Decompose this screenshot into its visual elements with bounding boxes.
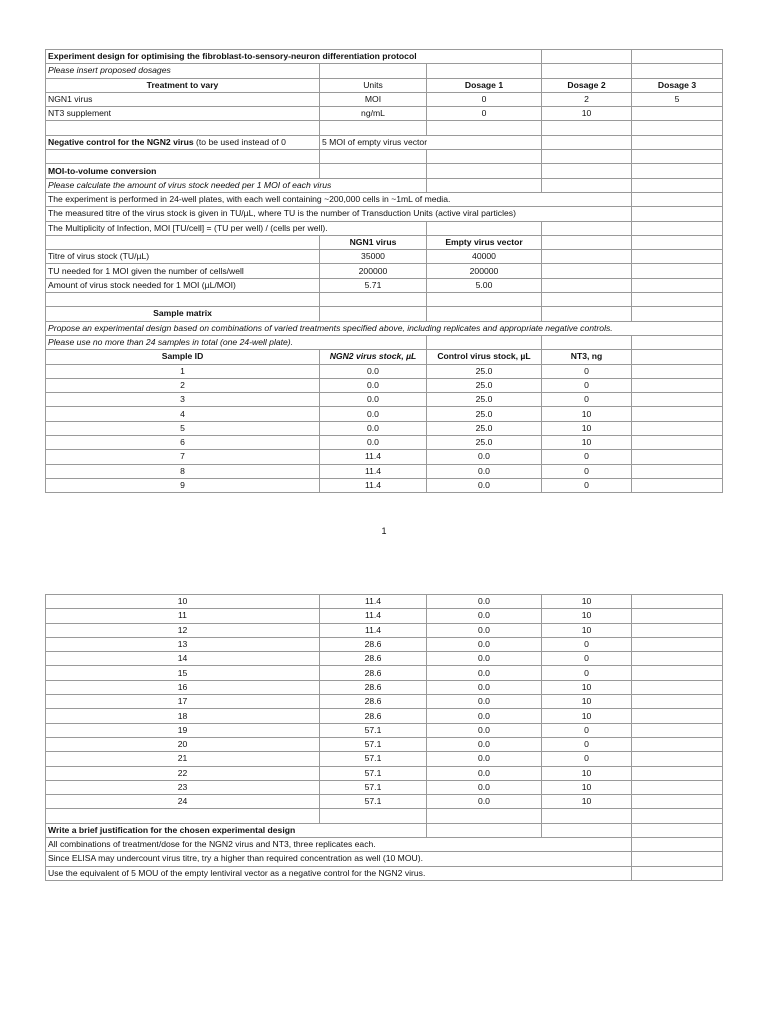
neg-control-label <box>46 135 320 149</box>
ngn2-stock-cell[interactable]: 57.1 <box>320 752 427 766</box>
conversion-header-row <box>46 235 723 249</box>
sample-id-cell[interactable]: 1 <box>46 364 320 378</box>
ngn2-stock-cell[interactable]: 11.4 <box>320 464 427 478</box>
cell[interactable] <box>632 207 723 221</box>
matrix-title: Sample matrix <box>46 307 320 321</box>
nt3-cell[interactable]: 0 <box>542 723 632 737</box>
table-row <box>46 666 723 680</box>
empty-vector-value[interactable]: 40000 <box>427 250 542 264</box>
cell[interactable] <box>542 278 632 292</box>
ngn2-stock-cell[interactable]: 28.6 <box>320 666 427 680</box>
design-title: Experiment design for optimising the fibroblast-to-sensory-neuron differentiation protocol <box>46 50 542 64</box>
design-title-row <box>46 50 723 64</box>
cell[interactable] <box>320 809 427 823</box>
header-ngn2-stock: NGN2 virus stock, µL <box>320 350 427 364</box>
ngn2-stock-cell[interactable]: 28.6 <box>320 637 427 651</box>
control-stock-cell[interactable]: 0.0 <box>427 795 542 809</box>
cell[interactable] <box>632 135 723 149</box>
sample-id-cell[interactable]: 21 <box>46 752 320 766</box>
insert-note: Please insert proposed dosages <box>46 64 320 78</box>
sample-id-cell[interactable]: 16 <box>46 680 320 694</box>
cell[interactable] <box>632 595 723 609</box>
sample-id-cell[interactable]: 8 <box>46 464 320 478</box>
cell[interactable] <box>427 221 542 235</box>
design-row-ngn1 <box>46 92 723 106</box>
control-stock-cell[interactable]: 0.0 <box>427 478 542 492</box>
cell[interactable] <box>632 709 723 723</box>
table-row <box>46 364 723 378</box>
cell[interactable] <box>427 307 542 321</box>
cell[interactable] <box>542 64 632 78</box>
spreadsheet-page-2 <box>45 594 723 881</box>
cell[interactable] <box>632 393 723 407</box>
cell[interactable] <box>632 278 723 292</box>
cell[interactable] <box>632 464 723 478</box>
ngn2-stock-cell[interactable]: 0.0 <box>320 378 427 392</box>
table-row <box>46 464 723 478</box>
blank-row <box>46 121 723 135</box>
cell[interactable] <box>632 795 723 809</box>
conversion-row <box>46 278 723 292</box>
ngn2-stock-cell[interactable]: 28.6 <box>320 709 427 723</box>
cell[interactable] <box>427 809 542 823</box>
sample-id-cell[interactable]: 14 <box>46 652 320 666</box>
table-row <box>46 752 723 766</box>
table-row <box>46 680 723 694</box>
matrix-header-row <box>46 350 723 364</box>
control-stock-cell[interactable]: 0.0 <box>427 723 542 737</box>
sample-id-cell[interactable]: 15 <box>46 666 320 680</box>
empty-vector-value[interactable]: 200000 <box>427 264 542 278</box>
control-stock-cell[interactable]: 0.0 <box>427 680 542 694</box>
conversion-line: The measured titre of the virus stock is given in TU/µL, where TU is the number of Transduction Units (active viral particles) <box>46 207 632 221</box>
conversion-row <box>46 250 723 264</box>
control-stock-cell[interactable]: 0.0 <box>427 695 542 709</box>
nt3-cell[interactable]: 10 <box>542 436 632 450</box>
justification-line[interactable]: Use the equivalent of 5 MOU of the empty lentiviral vector as a negative control for the NGN2 virus. <box>46 866 632 880</box>
ngn2-stock-cell[interactable]: 57.1 <box>320 723 427 737</box>
matrix-limit: Please use no more than 24 samples in total (one 24-well plate). <box>46 335 427 349</box>
conversion-line-row <box>46 207 723 221</box>
table-row <box>46 695 723 709</box>
justification-line-row <box>46 866 723 880</box>
control-stock-cell[interactable]: 0.0 <box>427 737 542 751</box>
cell[interactable] <box>542 250 632 264</box>
header-nt3: NT3, ng <box>542 350 632 364</box>
sample-id-cell[interactable]: 22 <box>46 766 320 780</box>
sample-id-cell[interactable]: 2 <box>46 378 320 392</box>
cell[interactable] <box>632 335 723 349</box>
sample-id-cell[interactable]: 7 <box>46 450 320 464</box>
sample-id-cell[interactable]: 24 <box>46 795 320 809</box>
blank-row <box>46 150 723 164</box>
conversion-line-row <box>46 221 723 235</box>
nt3-cell[interactable]: 0 <box>542 378 632 392</box>
nt3-cell[interactable]: 10 <box>542 695 632 709</box>
cell[interactable] <box>632 50 723 64</box>
dosage-3-cell[interactable] <box>632 107 723 121</box>
table-row <box>46 780 723 794</box>
sample-id-cell[interactable]: 20 <box>46 737 320 751</box>
table-row <box>46 595 723 609</box>
cell[interactable] <box>542 307 632 321</box>
justification-line[interactable]: All combinations of treatment/dose for the NGN2 virus and NT3, three replicates each. <box>46 838 632 852</box>
cell[interactable] <box>632 378 723 392</box>
cell[interactable] <box>632 121 723 135</box>
control-stock-cell[interactable]: 0.0 <box>427 766 542 780</box>
nt3-cell[interactable]: 10 <box>542 780 632 794</box>
cell[interactable] <box>542 164 632 178</box>
nt3-cell[interactable]: 10 <box>542 680 632 694</box>
cell[interactable] <box>542 823 632 837</box>
control-stock-cell[interactable]: 0.0 <box>427 780 542 794</box>
table-row <box>46 450 723 464</box>
control-stock-cell[interactable]: 0.0 <box>427 464 542 478</box>
blank-row <box>46 293 723 307</box>
justification-line-row <box>46 838 723 852</box>
cell[interactable] <box>427 335 542 349</box>
header-control-stock: Control virus stock, µL <box>427 350 542 364</box>
nt3-cell[interactable]: 0 <box>542 364 632 378</box>
table-row <box>46 436 723 450</box>
nt3-cell[interactable]: 0 <box>542 478 632 492</box>
design-row-nt3 <box>46 107 723 121</box>
control-stock-cell[interactable]: 25.0 <box>427 378 542 392</box>
cell[interactable] <box>632 150 723 164</box>
cell[interactable] <box>632 623 723 637</box>
conversion-line-row <box>46 192 723 206</box>
sample-rows-page-2 <box>46 595 723 809</box>
cell[interactable] <box>632 307 723 321</box>
cell[interactable] <box>542 121 632 135</box>
cell[interactable] <box>632 780 723 794</box>
cell[interactable] <box>46 150 320 164</box>
conversion-line: The Multiplicity of Infection, MOI [TU/cell] = (TU per well) / (cells per well). <box>46 221 427 235</box>
ngn2-stock-cell[interactable]: 0.0 <box>320 407 427 421</box>
header-dosage-2: Dosage 2 <box>542 78 632 92</box>
table-row <box>46 393 723 407</box>
control-stock-cell[interactable]: 25.0 <box>427 407 542 421</box>
nt3-cell[interactable]: 0 <box>542 652 632 666</box>
cell[interactable] <box>632 407 723 421</box>
sample-id-cell[interactable]: 10 <box>46 595 320 609</box>
cell[interactable] <box>320 150 427 164</box>
cell[interactable] <box>632 695 723 709</box>
cell[interactable] <box>632 293 723 307</box>
cell[interactable] <box>632 421 723 435</box>
conversion-title: MOI-to-volume conversion <box>46 164 320 178</box>
cell[interactable] <box>632 809 723 823</box>
spreadsheet-page-1 <box>45 49 723 493</box>
cell[interactable] <box>632 264 723 278</box>
header-empty-vector: Empty virus vector <box>427 235 542 249</box>
conversion-row <box>46 264 723 278</box>
cell[interactable] <box>427 178 542 192</box>
ngn1-value[interactable]: 200000 <box>320 264 427 278</box>
cell[interactable] <box>632 450 723 464</box>
header-units: Units <box>320 78 427 92</box>
cell[interactable] <box>632 680 723 694</box>
cell[interactable] <box>542 178 632 192</box>
cell[interactable] <box>542 809 632 823</box>
ngn2-stock-cell[interactable]: 0.0 <box>320 436 427 450</box>
cell[interactable] <box>542 335 632 349</box>
matrix-propose-row <box>46 321 723 335</box>
ngn2-stock-cell[interactable]: 11.4 <box>320 450 427 464</box>
control-stock-cell[interactable]: 0.0 <box>427 666 542 680</box>
cell[interactable] <box>632 350 723 364</box>
cell[interactable] <box>320 164 427 178</box>
cell[interactable] <box>632 250 723 264</box>
nt3-cell[interactable]: 0 <box>542 393 632 407</box>
neg-control-value[interactable]: 5 MOI of empty virus vector <box>320 135 542 149</box>
dosage-1-cell[interactable]: 0 <box>427 92 542 106</box>
cell[interactable] <box>632 364 723 378</box>
table-row <box>46 623 723 637</box>
cell[interactable] <box>632 221 723 235</box>
justification-title-row <box>46 823 723 837</box>
cell[interactable] <box>632 866 723 880</box>
conversion-label: Amount of virus stock needed for 1 MOI (µL/MOI) <box>46 278 320 292</box>
cell[interactable] <box>632 178 723 192</box>
cell[interactable] <box>427 64 542 78</box>
cell[interactable] <box>632 737 723 751</box>
table-row <box>46 407 723 421</box>
nt3-cell[interactable]: 10 <box>542 766 632 780</box>
nt3-cell[interactable]: 0 <box>542 637 632 651</box>
sample-rows-page-1 <box>46 364 723 493</box>
table-row <box>46 723 723 737</box>
ngn2-stock-cell[interactable]: 57.1 <box>320 737 427 751</box>
nt3-cell[interactable]: 10 <box>542 609 632 623</box>
sample-id-cell[interactable]: 6 <box>46 436 320 450</box>
ngn2-stock-cell[interactable]: 0.0 <box>320 393 427 407</box>
dosage-2-cell[interactable]: 10 <box>542 107 632 121</box>
ngn2-stock-cell[interactable]: 57.1 <box>320 780 427 794</box>
treatment-cell[interactable]: NGN1 virus <box>46 92 320 106</box>
cell[interactable] <box>427 823 542 837</box>
table-row <box>46 737 723 751</box>
control-stock-cell[interactable]: 0.0 <box>427 652 542 666</box>
control-stock-cell[interactable]: 25.0 <box>427 364 542 378</box>
ngn2-stock-cell[interactable]: 11.4 <box>320 623 427 637</box>
nt3-cell[interactable]: 10 <box>542 595 632 609</box>
nt3-cell[interactable]: 0 <box>542 450 632 464</box>
cell[interactable] <box>427 164 542 178</box>
justification-title: Write a brief justification for the chosen experimental design <box>46 823 427 837</box>
ngn2-stock-cell[interactable]: 11.4 <box>320 478 427 492</box>
table-row <box>46 378 723 392</box>
sample-id-cell[interactable]: 4 <box>46 407 320 421</box>
sample-id-cell[interactable]: 18 <box>46 709 320 723</box>
cell[interactable] <box>542 221 632 235</box>
units-cell[interactable]: ng/mL <box>320 107 427 121</box>
control-stock-cell[interactable]: 0.0 <box>427 623 542 637</box>
header-ngn1-virus: NGN1 virus <box>320 235 427 249</box>
cell[interactable] <box>632 666 723 680</box>
nt3-cell[interactable]: 10 <box>542 407 632 421</box>
cell[interactable] <box>632 852 723 866</box>
nt3-cell[interactable]: 0 <box>542 666 632 680</box>
table-row <box>46 421 723 435</box>
nt3-cell[interactable]: 10 <box>542 623 632 637</box>
cell[interactable] <box>320 64 427 78</box>
conversion-label: TU needed for 1 MOI given the number of cells/well <box>46 264 320 278</box>
sample-id-cell[interactable]: 23 <box>46 780 320 794</box>
sample-id-cell[interactable]: 12 <box>46 623 320 637</box>
cell[interactable] <box>46 235 320 249</box>
cell[interactable] <box>632 723 723 737</box>
header-dosage-1: Dosage 1 <box>427 78 542 92</box>
cell[interactable] <box>320 293 427 307</box>
ngn1-value[interactable]: 35000 <box>320 250 427 264</box>
nt3-cell[interactable]: 10 <box>542 795 632 809</box>
sample-id-cell[interactable]: 11 <box>46 609 320 623</box>
dosage-2-cell[interactable]: 2 <box>542 92 632 106</box>
cell[interactable] <box>320 307 427 321</box>
nt3-cell[interactable]: 10 <box>542 709 632 723</box>
cell[interactable] <box>542 50 632 64</box>
nt3-cell[interactable]: 10 <box>542 421 632 435</box>
cell[interactable] <box>632 235 723 249</box>
ngn2-stock-cell[interactable]: 28.6 <box>320 652 427 666</box>
cell[interactable] <box>46 293 320 307</box>
ngn2-stock-cell[interactable]: 28.6 <box>320 680 427 694</box>
cell[interactable] <box>632 192 723 206</box>
cell[interactable] <box>427 150 542 164</box>
cell[interactable] <box>632 637 723 651</box>
nt3-cell[interactable]: 0 <box>542 464 632 478</box>
header-treatment: Treatment to vary <box>46 78 320 92</box>
cell[interactable] <box>632 436 723 450</box>
matrix-title-row <box>46 307 723 321</box>
justification-line[interactable]: Since ELISA may undercount virus titre, try a higher than required concentration as well (10 MOU). <box>46 852 632 866</box>
ngn1-value[interactable]: 5.71 <box>320 278 427 292</box>
ngn2-stock-cell[interactable]: 57.1 <box>320 766 427 780</box>
conversion-title-row <box>46 164 723 178</box>
nt3-cell[interactable]: 0 <box>542 752 632 766</box>
cell[interactable] <box>632 478 723 492</box>
neg-control-row <box>46 135 723 149</box>
cell[interactable] <box>632 164 723 178</box>
cell[interactable] <box>320 121 427 135</box>
control-stock-cell[interactable]: 0.0 <box>427 450 542 464</box>
control-stock-cell[interactable]: 0.0 <box>427 595 542 609</box>
cell[interactable] <box>632 752 723 766</box>
neg-control-rest: (to be used instead of 0 <box>193 136 286 147</box>
cell[interactable] <box>542 150 632 164</box>
cell[interactable] <box>542 235 632 249</box>
ngn2-stock-cell[interactable]: 57.1 <box>320 795 427 809</box>
insert-note-row <box>46 64 723 78</box>
table-row <box>46 795 723 809</box>
conversion-instruction-row <box>46 178 723 192</box>
cell[interactable] <box>542 293 632 307</box>
empty-vector-value[interactable]: 5.00 <box>427 278 542 292</box>
table-row <box>46 766 723 780</box>
matrix-propose: Propose an experimental design based on combinations of varied treatments specified above, including replicates and appropriate negative controls. <box>46 321 723 335</box>
control-stock-cell[interactable]: 0.0 <box>427 709 542 723</box>
table-row <box>46 637 723 651</box>
cell[interactable] <box>632 609 723 623</box>
ngn2-stock-cell[interactable]: 11.4 <box>320 595 427 609</box>
control-stock-cell[interactable]: 0.0 <box>427 609 542 623</box>
cell[interactable] <box>632 652 723 666</box>
nt3-cell[interactable]: 0 <box>542 737 632 751</box>
header-dosage-3: Dosage 3 <box>632 78 723 92</box>
sample-id-cell[interactable]: 5 <box>46 421 320 435</box>
cell[interactable] <box>427 121 542 135</box>
sample-id-cell[interactable]: 19 <box>46 723 320 737</box>
cell[interactable] <box>632 823 723 837</box>
sample-id-cell[interactable]: 9 <box>46 478 320 492</box>
control-stock-cell[interactable]: 0.0 <box>427 637 542 651</box>
ngn2-stock-cell[interactable]: 28.6 <box>320 695 427 709</box>
cell[interactable] <box>632 64 723 78</box>
sample-id-cell[interactable]: 17 <box>46 695 320 709</box>
dosage-3-cell[interactable]: 5 <box>632 92 723 106</box>
table-row <box>46 652 723 666</box>
conversion-instruction: Please calculate the amount of virus stock needed per 1 MOI of each virus <box>46 178 427 192</box>
cell[interactable] <box>632 838 723 852</box>
table-row <box>46 478 723 492</box>
design-header-row <box>46 78 723 92</box>
blank-row <box>46 809 723 823</box>
page-number: 1 <box>381 526 387 536</box>
cell[interactable] <box>427 293 542 307</box>
table-row <box>46 709 723 723</box>
conversion-line: The experiment is performed in 24-well plates, with each well containing ~200,000 cells in ~1mL of media. <box>46 192 632 206</box>
header-sample-id: Sample ID <box>46 350 320 364</box>
sample-id-cell[interactable]: 3 <box>46 393 320 407</box>
ngn2-stock-cell[interactable]: 11.4 <box>320 609 427 623</box>
control-stock-cell[interactable]: 25.0 <box>427 421 542 435</box>
sample-id-cell[interactable]: 13 <box>46 637 320 651</box>
control-stock-cell[interactable]: 25.0 <box>427 393 542 407</box>
ngn2-stock-cell[interactable]: 0.0 <box>320 364 427 378</box>
units-cell[interactable]: MOI <box>320 92 427 106</box>
control-stock-cell[interactable]: 25.0 <box>427 436 542 450</box>
cell[interactable] <box>542 264 632 278</box>
justification-line-row <box>46 852 723 866</box>
cell[interactable] <box>542 135 632 149</box>
cell[interactable] <box>46 121 320 135</box>
table-row <box>46 609 723 623</box>
cell[interactable] <box>46 809 320 823</box>
control-stock-cell[interactable]: 0.0 <box>427 752 542 766</box>
neg-control-bold: Negative control for the NGN2 virus <box>48 136 194 147</box>
treatment-cell[interactable]: NT3 supplement <box>46 107 320 121</box>
ngn2-stock-cell[interactable]: 0.0 <box>320 421 427 435</box>
dosage-1-cell[interactable]: 0 <box>427 107 542 121</box>
matrix-limit-row <box>46 335 723 349</box>
conversion-label: Titre of virus stock (TU/µL) <box>46 250 320 264</box>
cell[interactable] <box>632 766 723 780</box>
